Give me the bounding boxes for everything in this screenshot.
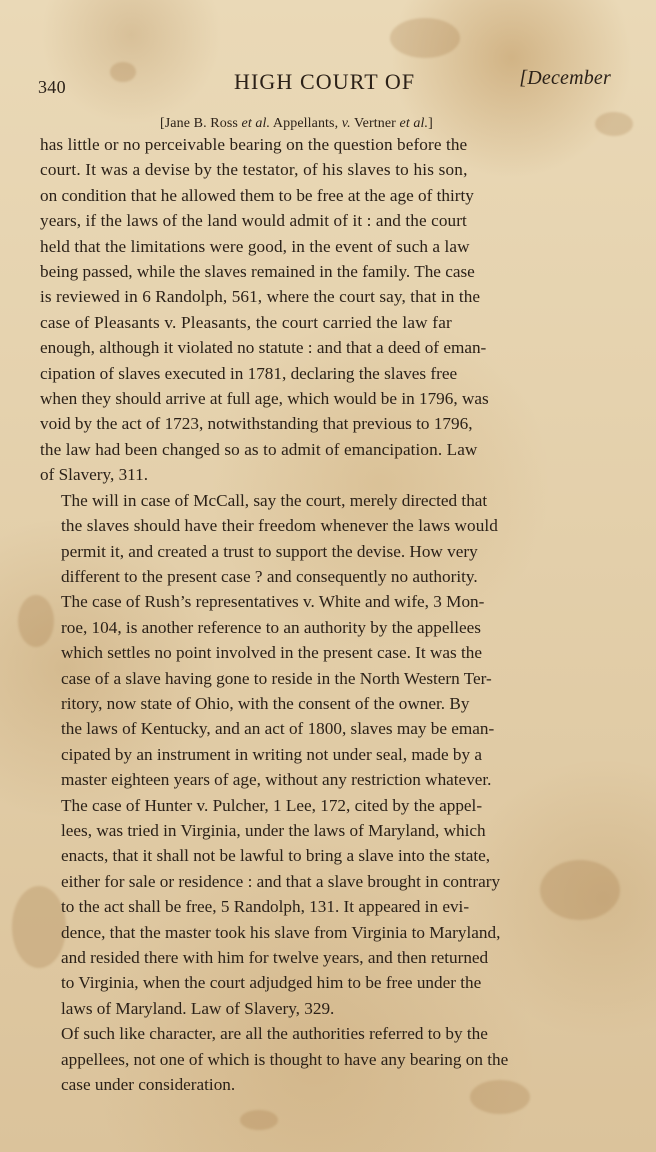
- text-line: when they should arrive at full age, which would be in 1796, was: [40, 389, 489, 409]
- text-line: different to the present case ? and consequently no authority.: [61, 566, 478, 586]
- text-line: case of Pleasants v. Pleasants, the court carried the law far: [40, 312, 452, 332]
- text-line: years, if the laws of the land would admit of it : and the court: [40, 211, 467, 231]
- case-title: [160, 116, 433, 132]
- text-line: being passed, while the slaves remained in the family. The case: [40, 262, 475, 282]
- case-title-et-al: et al.: [399, 116, 429, 131]
- paragraph: [40, 1021, 612, 1097]
- text-line: dence, that the master took his slave from Virginia to Maryland,: [61, 922, 501, 942]
- text-line: permit it, and created a trust to support the devise. How very: [61, 541, 478, 561]
- text-line: is reviewed in 6 Randolph, 561, where the court say, that in the: [40, 287, 481, 307]
- text-line: master eighteen years of age, without any restriction whatever.: [61, 770, 492, 790]
- paragraph: [40, 589, 612, 792]
- paragraph: [40, 488, 612, 590]
- text-line: cipated by an instrument in writing not under seal, made by a: [61, 744, 482, 764]
- text-line: laws of Maryland. Law of Slavery, 329.: [61, 998, 335, 1018]
- text-line: the law had been changed so as to admit of emancipation. Law: [40, 439, 478, 459]
- text-line: court. It was a devise by the testator, of his slaves to his son,: [40, 160, 468, 180]
- text-line: lees, was tried in Virginia, under the laws of Maryland, which: [61, 820, 486, 840]
- text-line: The will in case of McCall, say the court, merely directed that: [61, 490, 488, 510]
- case-title-prefix: [Jane B. Ross: [160, 116, 242, 131]
- text-line: the laws of Kentucky, and an act of 1800, slaves may be eman-: [61, 719, 495, 739]
- text-line: and resided there with him for twelve years, and then returned: [61, 948, 489, 967]
- body-text: [40, 132, 612, 1097]
- case-title-suffix: Vertner: [350, 116, 400, 131]
- case-title-close: ]: [428, 116, 433, 131]
- page-number: 340: [38, 77, 66, 97]
- text-line: enough, although it violated no statute : and that a deed of eman-: [40, 338, 487, 358]
- text-line: held that the limitations were good, in the event of such a law: [40, 236, 470, 256]
- text-line: case under consideration.: [61, 1075, 236, 1095]
- text-line: the slaves should have their freedom whenever the laws would: [61, 516, 498, 536]
- running-title: HIGH COURT OF: [234, 69, 416, 94]
- paragraph: [40, 132, 612, 488]
- text-line: void by the act of 1723, notwithstanding that previous to 1796,: [40, 414, 473, 434]
- text-line: appellees, not one of which is thought to have any bearing on the: [61, 1049, 509, 1069]
- case-title-et-al: et al.: [241, 116, 271, 131]
- paper-stain: [390, 18, 460, 58]
- paragraph: [40, 793, 612, 1022]
- text-line: on condition that he allowed them to be free at the age of thirty: [40, 185, 474, 205]
- text-line: of Slavery, 311.: [40, 465, 149, 485]
- text-line: enacts, that it shall not be lawful to bring a slave into the state,: [61, 846, 491, 866]
- text-line: has little or no perceivable bearing on the question before the: [40, 135, 468, 154]
- text-line: cipation of slaves executed in 1781, declaring the slaves free: [40, 363, 458, 383]
- month-label: [December: [519, 67, 611, 89]
- case-title-versus: v.: [341, 116, 351, 131]
- paper-stain: [240, 1110, 278, 1130]
- text-line: The case of Hunter v. Pulcher, 1 Lee, 172, cited by the appel-: [61, 795, 483, 815]
- text-line: The case of Rush’s representatives v. White and wife, 3 Mon-: [61, 592, 485, 612]
- text-line: which settles no point involved in the present case. It was the: [61, 643, 482, 663]
- text-line: either for sale or residence : and that a slave brought in contrary: [61, 871, 501, 891]
- text-line: to Virginia, when the court adjudged him to be free under the: [61, 973, 482, 993]
- text-line: to the act shall be free, 5 Randolph, 131. It appeared in evi-: [61, 897, 470, 917]
- text-line: ritory, now state of Ohio, with the consent of the owner. By: [61, 693, 470, 713]
- text-line: roe, 104, is another reference to an authority by the appellees: [61, 617, 481, 637]
- page-header: [36, 67, 616, 99]
- case-title-middle: Appellants,: [270, 116, 342, 131]
- text-line: case of a slave having gone to reside in the North Western Ter-: [61, 668, 492, 688]
- text-line: Of such like character, are all the authorities referred to by the: [61, 1024, 488, 1044]
